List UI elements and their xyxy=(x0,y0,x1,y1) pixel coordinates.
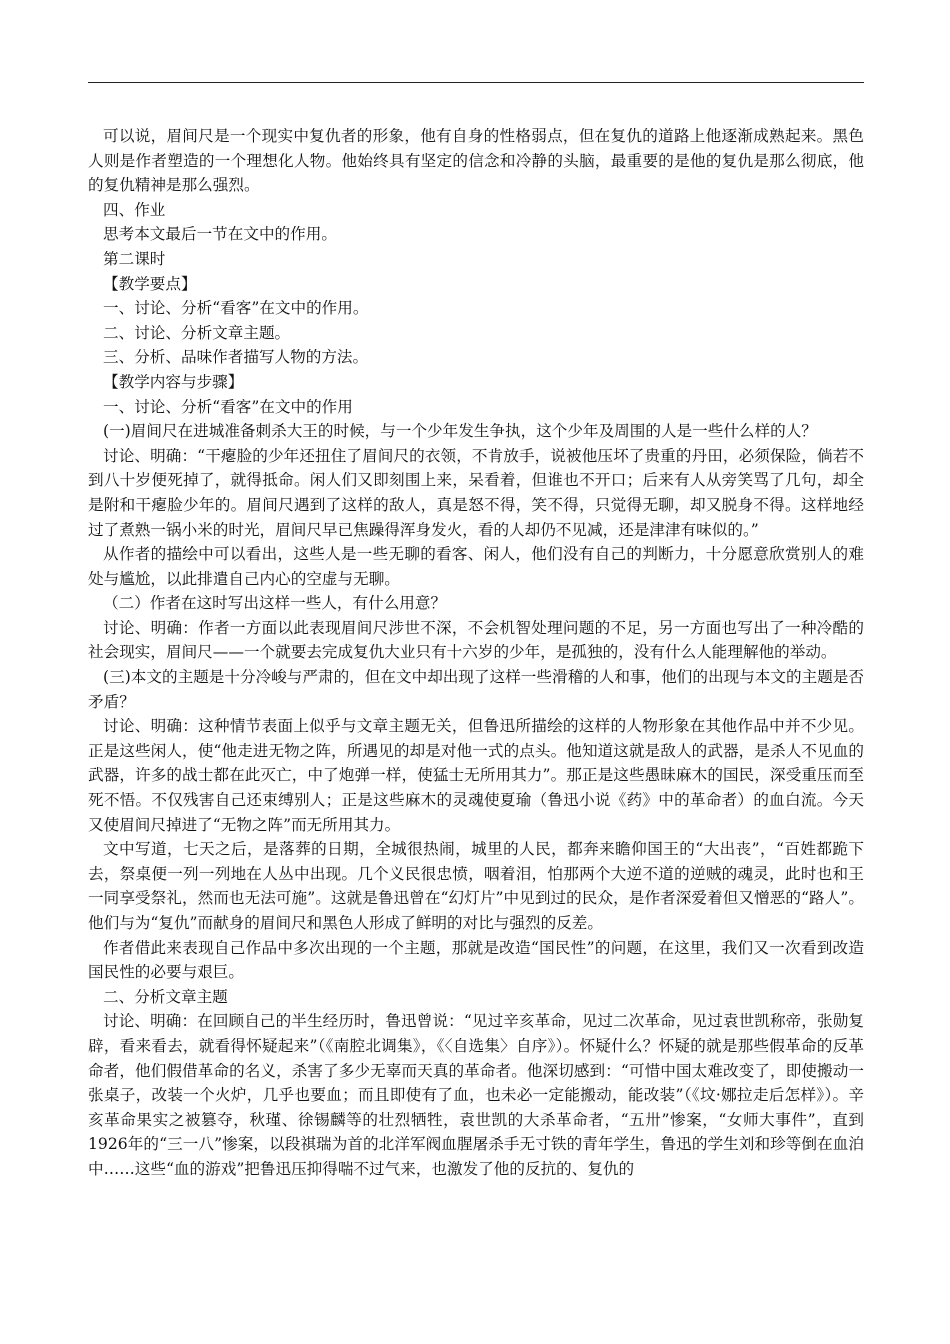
paragraph: 讨论、明确：在回顾自己的半生经历时，鲁迅曾说：“见过辛亥革命，见过二次革命，见过袁世凯称帝，张勋复辟，看来看去，就看得怀疑起来”（《南腔北调集》，《〈自选集〉自序》）。怀疑什么？怀疑的就是那些假革命的反革命者，他们假借革命的名义，杀害了多少无辜而天真的革命者。他深切感到：“可惜中国太难改变了，即使搬动一张桌子，改装一个火炉，几乎也要血；而且即使有了血，也未必一定能搬动，能改装”（《坟·娜拉走后怎样》）。辛亥革命果实之被篡夺，秋瑾、徐锡麟等的壮烈牺牲，袁世凯的大杀革命者，“五卅”惨案，“女师大事件”，直到1926年的“三一八”惨案，以段祺瑞为首的北洋军阀血腥屠杀手无寸铁的青年学生，鲁迅的学生刘和珍等倒在血泊中……这些“血的游戏”把鲁迅压抑得喘不过气来，也激发了他的反抗的、复仇的 xyxy=(88,1012,864,1178)
paragraph: 从作者的描绘中可以看出，这些人是一些无聊的看客、闲人，他们没有自己的判断力，十分愿意欣赏别人的难处与尴尬，以此排遣自己内心的空虚与无聊。 xyxy=(88,545,864,588)
paragraph: 作者借此来表现自己作品中多次出现的一个主题，那就是改造“国民性”的问题，在这里，我们又一次看到改造国民性的必要与艰巨。 xyxy=(88,938,864,982)
paragraph: 【教学要点】 xyxy=(103,274,197,293)
paragraph: 二、讨论、分析文章主题。 xyxy=(103,323,291,342)
paragraph: 一、讨论、分析“看客”在文中的作用 xyxy=(103,397,353,416)
paragraph: 一、讨论、分析“看客”在文中的作用。 xyxy=(103,299,369,318)
paragraph: （二）作者在这时写出这样一些人，有什么用意？ xyxy=(103,594,447,613)
paragraph: (一)眉间尺在进城准备刺杀大王的时候，与一个少年发生争执，这个少年及周围的人是一些什么样的人？ xyxy=(103,422,817,441)
paragraph: 思考本文最后一节在文中的作用。 xyxy=(103,225,337,244)
paragraph: 【教学内容与步骤】 xyxy=(103,372,244,391)
paragraph: (三)本文的主题是十分冷峻与严肃的，但在文中却出现了这样一些滑稽的人和事，他们的出现与本文的主题是否矛盾？ xyxy=(88,668,864,711)
paragraph: 三、分析、品味作者描写人物的方法。 xyxy=(103,348,369,367)
paragraph: 讨论、明确：作者一方面以此表现眉间尺涉世不深，不会机智处理问题的不足，另一方面也写出了一种冷酷的社会现实，眉间尺——一个就要去完成复仇大业只有十六岁的少年，是孤独的，没有什么人能理解他的举动。 xyxy=(88,618,864,662)
paragraph: 二、分析文章主题 xyxy=(103,987,228,1006)
paragraph: 讨论、明确：“干瘪脸的少年还扭住了眉间尺的衣领，不肯放手，说被他压坏了贵重的丹田，必须保险，倘若不到八十岁便死掉了，就得抵命。闲人们又即刻围上来，呆看着，但谁也不开口；后来有人从旁笑骂了几句，却全是附和干瘪脸少年的。眉间尺遇到了这样的敌人，真是怒不得，笑不得，只觉得无聊，却又脱身不得。这样地经过了煮熟一锅小米的时光，眉间尺早已焦躁得浑身发火，看的人却仍不见减，还是津津有味似的。” xyxy=(88,446,864,539)
document-body xyxy=(88,124,864,1182)
paragraph: 文中写道，七天之后，是落葬的日期，全城很热闹，城里的人民，都奔来瞻仰国王的“大出丧”，“百姓都跪下去，祭桌便一列一列地在人丛中出现。几个义民很忠愤，咽着泪，怕那两个大逆不道的逆贼的魂灵，此时也和王一同享受祭礼，然而也无法可施”。这就是鲁迅曾在“幻灯片”中见到过的民众，是作者深爱着但又憎恶的“路人”。他们与为“复仇”而献身的眉间尺和黑色人形成了鲜明的对比与强烈的反差。 xyxy=(88,840,864,932)
paragraph: 第二课时 xyxy=(103,249,166,268)
header-rule xyxy=(88,82,864,83)
paragraph: 讨论、明确：这种情节表面上似乎与文章主题无关，但鲁迅所描绘的这样的人物形象在其他作品中并不少见。正是这些闲人，使“他走进无物之阵，所遇见的却是对他一式的点头。他知道这就是敌人的武器，是杀人不见血的武器，许多的战士都在此灭亡，中了炮弹一样，使猛士无所用其力”。那正是这些愚昧麻木的国民，深受重压而至死不悟。不仅残害自己还束缚别人；正是这些麻木的灵魂使夏瑜（鲁迅小说《药》中的革命者）的血白流。今天又使眉间尺掉进了“无物之阵”而无所用其力。 xyxy=(88,717,864,834)
paragraph: 四、作业 xyxy=(103,200,166,219)
paragraph: 可以说，眉间尺是一个现实中复仇者的形象，他有自身的性格弱点，但在复仇的道路上他逐渐成熟起来。黑色人则是作者塑造的一个理想化人物。他始终具有坚定的信念和冷静的头脑，最重要的是他的复仇是那么彻底，他的复仇精神是那么强烈。 xyxy=(88,127,864,195)
